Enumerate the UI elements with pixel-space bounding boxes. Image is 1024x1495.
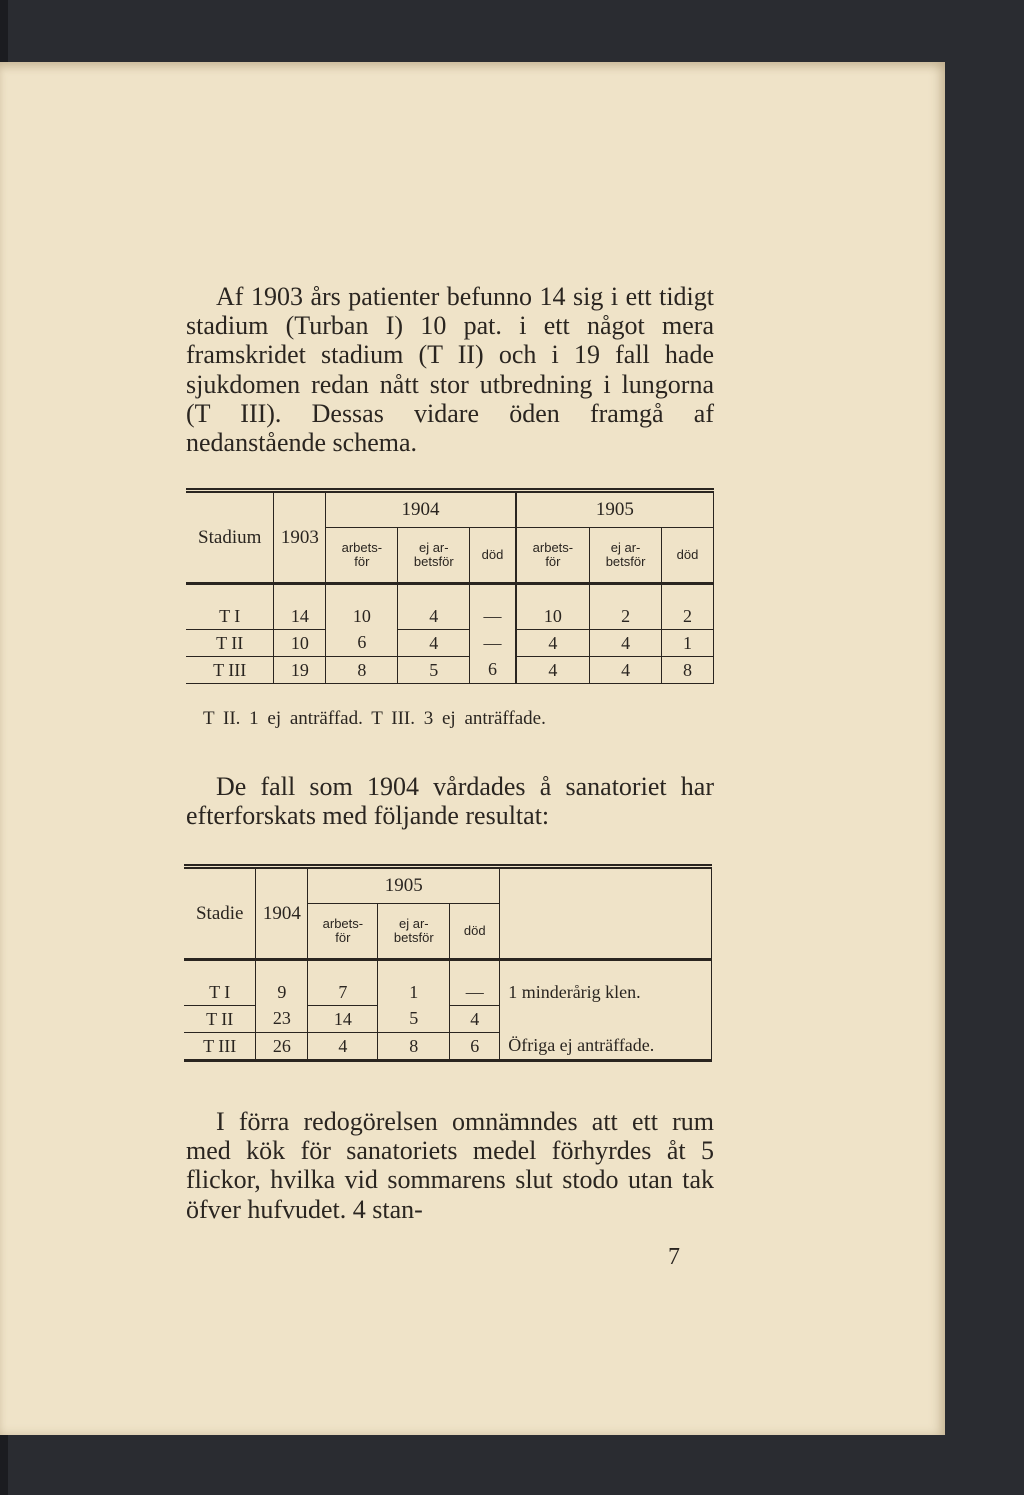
cell-dod-1904: — bbox=[470, 584, 516, 630]
cell-1904: 9 bbox=[256, 960, 308, 1006]
table-row bbox=[186, 630, 714, 657]
table-row bbox=[184, 960, 712, 1006]
cell-stadie: T III bbox=[184, 1033, 256, 1061]
header-stadie: Stadie bbox=[184, 867, 256, 960]
cell-arbetsfor-1905: 14 bbox=[308, 1006, 378, 1033]
cell-dod-1905: 1 bbox=[662, 630, 714, 657]
cell-stadium: T I bbox=[186, 584, 274, 630]
header-arbetsfor-1905: arbets- för bbox=[308, 904, 378, 960]
header-1904: 1904 bbox=[256, 867, 308, 960]
table-row bbox=[186, 584, 714, 630]
header-arbetsfor-1905: arbets- för bbox=[516, 528, 590, 584]
cell-ej-arbetsfor-1905: 4 bbox=[590, 630, 662, 657]
cell-dod-1905: 8 bbox=[662, 657, 714, 684]
cell-1904: 23 bbox=[256, 1006, 308, 1033]
cell-dod-1905: 4 bbox=[450, 1006, 500, 1033]
cell-stadium: T II bbox=[186, 630, 274, 657]
paragraph-followup-1904: De fall som 1904 vårdades å sanatoriet har efterforskats med följande resultat: bbox=[186, 772, 714, 831]
cell-ej-arbetsfor-1905: 2 bbox=[590, 584, 662, 630]
cell-dod-1905: 2 bbox=[662, 584, 714, 630]
header-dod-1905: död bbox=[450, 904, 500, 960]
cell-1904: 26 bbox=[256, 1033, 308, 1061]
header-stadium: Stadium bbox=[186, 491, 274, 584]
header-dod-1904: död bbox=[470, 528, 516, 584]
cell-1903: 10 bbox=[274, 630, 326, 657]
cell-arbetsfor-1905: 7 bbox=[308, 960, 378, 1006]
header-1903: 1903 bbox=[274, 491, 326, 584]
cell-dod-1904: 6 bbox=[470, 657, 516, 684]
cell-arbetsfor-1904: 6 bbox=[326, 630, 398, 657]
paragraph-patients-1903: Af 1903 års patienter befunno 14 sig i ett tidigt stadium (Turban I) 10 pat. i ett något mera framskridet stadium (T II) och i 19 fall hade sjukdomen redan nått stor utbredning i lungorna (T III). Dessas vidare öden framgå af nedanstående schema. bbox=[186, 282, 714, 458]
remark-minderarig: 1 minderårig klen. bbox=[500, 960, 712, 1006]
cell-1903: 19 bbox=[274, 657, 326, 684]
header-ej-arbetsfor-1904: ej ar- betsför bbox=[398, 528, 470, 584]
cell-arbetsfor-1905: 4 bbox=[516, 657, 590, 684]
cell-ej-arbetsfor-1905: 5 bbox=[378, 1006, 450, 1033]
header-dod-1905: död bbox=[662, 528, 714, 584]
cell-stadium: T III bbox=[186, 657, 274, 684]
header-ej-arbetsfor-1905: ej ar- betsför bbox=[378, 904, 450, 960]
header-arbetsfor-1904: arbets- för bbox=[326, 528, 398, 584]
cell-stadie: T I bbox=[184, 960, 256, 1006]
header-remarks bbox=[500, 867, 712, 960]
book-page bbox=[0, 62, 945, 1435]
cell-ej-arbetsfor-1905: 8 bbox=[378, 1033, 450, 1061]
cell-ej-arbetsfor-1904: 4 bbox=[398, 630, 470, 657]
header-1904: 1904 bbox=[326, 491, 516, 528]
cell-arbetsfor-1905: 4 bbox=[308, 1033, 378, 1061]
cell-ej-arbetsfor-1904: 4 bbox=[398, 584, 470, 630]
cell-arbetsfor-1904: 10 bbox=[326, 584, 398, 630]
paragraph-housing: I förra redogörelsen omnämndes att ett rum med kök för sanatoriets medel förhyrdes åt 5 flickor, hvilka vid sommarens slut stodo utan tak öfver hufvudet. 4 stan- bbox=[186, 1107, 714, 1224]
cell-dod-1905: — bbox=[450, 960, 500, 1006]
outcome-table-1904 bbox=[184, 864, 712, 1062]
cell-ej-arbetsfor-1905: 4 bbox=[590, 657, 662, 684]
table-row bbox=[184, 1006, 712, 1033]
cell-arbetsfor-1904: 8 bbox=[326, 657, 398, 684]
cell-stadie: T II bbox=[184, 1006, 256, 1033]
table-row bbox=[184, 1033, 712, 1061]
cell-ej-arbetsfor-1904: 5 bbox=[398, 657, 470, 684]
remark-ofriga: Öfriga ej anträffade. bbox=[500, 1033, 712, 1061]
header-ej-arbetsfor-1905: ej ar- betsför bbox=[590, 528, 662, 584]
cell-dod-1905: 6 bbox=[450, 1033, 500, 1061]
table-row bbox=[186, 657, 714, 684]
cell-ej-arbetsfor-1905: 1 bbox=[378, 960, 450, 1006]
cell-arbetsfor-1905: 4 bbox=[516, 630, 590, 657]
cell-1903: 14 bbox=[274, 584, 326, 630]
table-note: T II. 1 ej anträffad. T III. 3 ej anträffade. bbox=[203, 708, 546, 729]
outcome-table-1903 bbox=[186, 488, 714, 684]
page-number: 7 bbox=[668, 1244, 680, 1270]
header-1905: 1905 bbox=[308, 867, 500, 904]
remark-empty bbox=[500, 1006, 712, 1033]
header-1905: 1905 bbox=[516, 491, 714, 528]
cell-arbetsfor-1905: 10 bbox=[516, 584, 590, 630]
cell-dod-1904: — bbox=[470, 630, 516, 657]
